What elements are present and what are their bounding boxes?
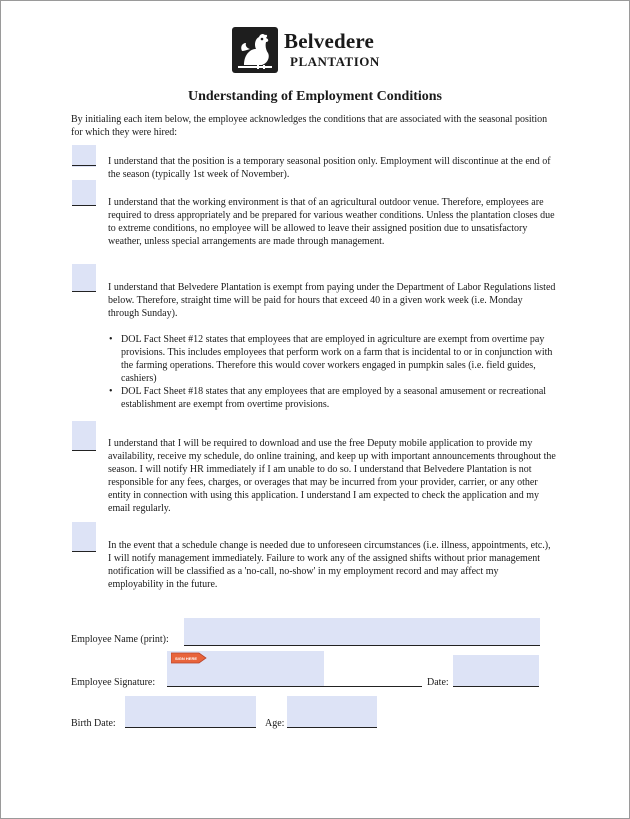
condition-item-5: In the event that a schedule change is needed due to unforeseen circumstances (i.e. illness, appointments, etc.), I will notify management immediately. Failure to work any of the assigned shifts without prior management notification will be classified as a 'no-call, no-show' in my employment record and may affect my employability in the future.	[108, 540, 551, 590]
employee-name-field[interactable]	[184, 618, 540, 646]
age-label: Age:	[265, 718, 285, 729]
birth-date-line	[125, 727, 256, 728]
list-item: • DOL Fact Sheet #18 states that any employees that are employed by a seasonal amusement or recreational establishment are exempt from overtime provisions.	[108, 385, 556, 411]
brand-subtitle: PLANTATION	[290, 54, 380, 69]
date-label: Date:	[427, 677, 449, 688]
initial-line-5	[72, 551, 96, 552]
employee-signature-line	[167, 686, 422, 687]
rooster-logo-icon	[232, 27, 278, 73]
condition-item-3: I understand that Belvedere Plantation is exempt from paying under the Department of Labor Regulations listed below. Therefore, straight time will be paid for hours that exceed 40 in a given work week (i.e. Monday through Sunday).	[108, 282, 556, 319]
date-line	[453, 686, 539, 687]
sign-here-arrow-icon[interactable]	[171, 652, 207, 664]
age-line	[287, 727, 377, 728]
age-field[interactable]	[287, 696, 377, 727]
condition-item-2: I understand that the working environment is that of an agricultural outdoor venue. Therefore, employees are required to dress appropriately and be prepared for various weather conditions. Unless the plantation closes due to extreme conditions, no employee will be allowed to leave their assigned position due to unsatisfactory weather, unless special arrangements are made through management.	[108, 197, 555, 247]
employee-name-line	[184, 645, 540, 646]
birth-date-field[interactable]	[125, 696, 256, 727]
initial-field-5[interactable]	[72, 522, 96, 552]
employee-signature-label: Employee Signature:	[71, 677, 156, 688]
condition-item-1: I understand that the position is a temporary seasonal position only. Employment will discontinue at the end of the season (typically 1st week of November).	[108, 156, 551, 180]
birth-date-label: Birth Date:	[71, 718, 116, 729]
employee-name-label: Employee Name (print):	[71, 634, 169, 645]
initial-line-2	[72, 205, 96, 206]
brand-logo	[232, 27, 402, 73]
date-field[interactable]	[453, 655, 539, 686]
sign-here-tag: SIGN HERE	[175, 656, 198, 661]
initial-field-1[interactable]	[72, 145, 96, 167]
initial-field-3[interactable]	[72, 264, 96, 292]
initial-line-4	[72, 450, 96, 451]
initial-line-3	[72, 291, 96, 292]
brand-name: Belvedere	[284, 29, 375, 53]
initial-field-2[interactable]	[72, 180, 96, 206]
condition-item-4: I understand that I will be required to download and use the free Deputy mobile application to provide my availability, receive my schedule, do online training, and keep up with important announcements throughout the season. I will notify HR immediately if I am unable to do so. I understand that Belvedere Plantation is not responsible for any fees, charges, or overages that may be incurred from your provider, carrier, or any other entity in connection with using this application. I understand I am expected to check the application and my email regularly.	[108, 438, 556, 514]
page-title: Understanding of Employment Conditions	[188, 89, 442, 104]
initial-field-4[interactable]	[72, 421, 96, 451]
list-item: • DOL Fact Sheet #12 states that employees that are employed in agriculture are exempt from overtime pay provisions. This includes employees that perform work on a farm that is incidental to or in conjunction with the farming operations. Therefore this would cover workers engaged in pumpkin sales (i.e. field guides, cashiers)	[108, 333, 556, 385]
intro-text: By initialing each item below, the employee acknowledges the conditions that are associated with the seasonal position for which they were hired:	[71, 114, 548, 138]
dol-bullet-list	[108, 333, 556, 411]
initial-line-1	[72, 165, 96, 166]
